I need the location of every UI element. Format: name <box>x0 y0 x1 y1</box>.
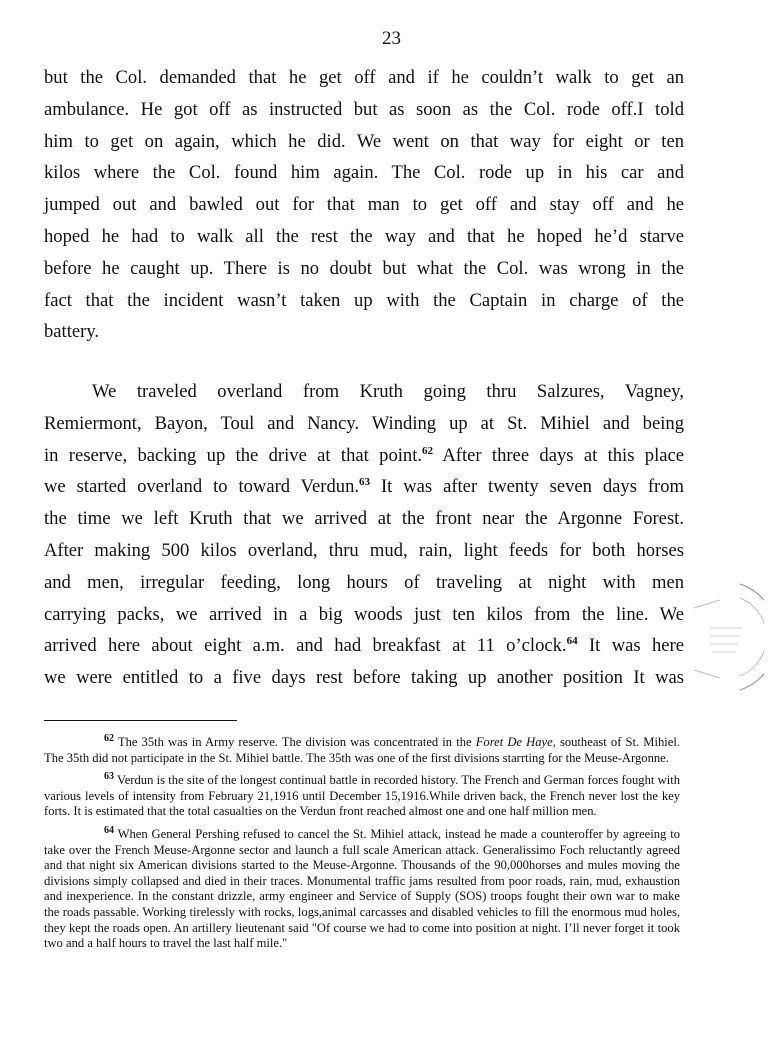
footnote-text: Verdun is the site of the longest continual battle in recorded history. The French and German forces fought with various levels of intensity from February 21,1916 until December 15,1916.While driven back, the French never lost the key forts. It is estimated that the total casualties on the Verdun front reached almost one and one half million men. <box>44 773 680 819</box>
footnote-divider <box>44 720 237 721</box>
paragraph-text: the time we left Kruth that we arrived at the front near the Argonne Forest. <box>44 508 684 530</box>
paragraph-text: We traveled overland from Kruth going thru Salzures, Vagney, <box>92 381 684 402</box>
paragraph-line <box>44 408 684 440</box>
footnote-ref-62[interactable]: 62 <box>422 444 434 457</box>
footnote-ref-63[interactable]: 63 <box>359 476 371 489</box>
footnote-text: When General Pershing refused to cancel the St. Mihiel attack, instead he made a counteroffer by agreeing to take over the French Meuse-Argonne sector and launch a full scale American attack. Generalissimo Foch reluctantly agreed and that night six American divisions started to the Meuse-Argonne. Thousands of the 90,000horses and mules moving the divisions simply collapsed and died in their traces. Monumental traffic jams resulted from poor roads, rain, mud, exhaustion and inexperience. In the constant drizzle, army engineer and Service of Supply (SOS) troops fought their own war to make the roads passable. Working tirelessly with rocks, logs,animal carcasses and disabled vehicles to fill the enormous mud holes, they kept the roads open. An artillery lieutenant said "Of course we had to come into position at night. I’ll never forget it took two and a half hours to travel the last half mile." <box>44 826 680 951</box>
paragraph-text: arrived here about eight a.m. and had breakfast at 11 o’clock. <box>44 635 567 657</box>
paragraph-line: battery. <box>44 321 100 343</box>
paragraph-line <box>44 376 684 408</box>
paragraph-line: jumped out and bawled out for that man to get off and stay off and he <box>44 194 684 216</box>
paragraph-text: Remiermont, Bayon, Toul and Nancy. Winding up at St. Mihiel and being <box>44 412 684 434</box>
paragraph-text: After three days at this place <box>433 444 684 466</box>
paragraph-text: we started overland to toward Verdun. <box>44 476 360 498</box>
paragraph-text: and men, irregular feeding, long hours of traveling at night with men <box>44 571 684 593</box>
paragraph-line: but the Col. demanded that he get off and if he couldn’t walk to get an <box>44 67 684 88</box>
paragraph-line: hoped he had to walk all the rest the way and that he hoped he’d starve <box>44 225 684 247</box>
paragraph-text: we were entitled to a five days rest before taking up another position It was <box>44 667 684 689</box>
footnote-63 <box>44 773 680 820</box>
paragraph-text: It was after twenty seven days from <box>370 476 684 498</box>
footnote-italic-text: Foret De Haye <box>475 735 553 749</box>
paragraph-line <box>44 599 684 631</box>
library-stamp-icon <box>680 578 764 696</box>
paragraph-line: fact that the incident wasn’t taken up with the Captain in charge of the <box>44 289 684 311</box>
page-number: 23 <box>382 28 401 49</box>
paragraph-line <box>44 630 684 662</box>
paragraph-line <box>44 567 684 599</box>
paragraph-line <box>44 503 684 535</box>
footnote-64 <box>44 824 680 952</box>
footnote-number: 62 <box>104 732 114 744</box>
paragraph-line <box>44 662 684 694</box>
footnote-text: , southeast of St. Mihiel. The 35th did not participate in the St. Mihiel battle. The 35th was one of the first divisions starrting for the Meuse-Argonne. <box>44 735 680 765</box>
paragraph-text: After making 500 kilos overland, thru mud, rain, light feeds for both horses <box>44 539 684 561</box>
paragraph-text: carrying packs, we arrived in a big woods just ten kilos from the line. We <box>44 603 684 625</box>
paragraph-text: It was here <box>577 635 685 657</box>
footnote-number: 63 <box>104 771 114 782</box>
footnotes <box>44 732 680 959</box>
paragraph-line: him to get on again, which he did. We went on that way for eight or ten <box>44 130 684 152</box>
paragraph-line: kilos where the Col. found him again. The Col. rode up in his car and <box>44 162 684 184</box>
paragraph-2 <box>44 376 684 694</box>
footnote-text: The 35th was in Army reserve. The division was concentrated in the <box>114 735 476 749</box>
paragraph-line <box>44 535 684 567</box>
paragraph-1 <box>44 62 684 348</box>
paragraph-line <box>44 471 684 503</box>
footnote-62 <box>44 732 680 766</box>
paragraph-line: before he caught up. There is no doubt but what the Col. was wrong in the <box>44 257 684 279</box>
paragraph-line: ambulance. He got off as instructed but as soon as the Col. rode off.I told <box>44 98 684 120</box>
footnote-number: 64 <box>104 824 114 836</box>
paragraph-text: in reserve, backing up the drive at that point. <box>44 444 423 466</box>
paragraph-line <box>44 440 684 472</box>
footnote-ref-64[interactable]: 64 <box>566 635 578 648</box>
